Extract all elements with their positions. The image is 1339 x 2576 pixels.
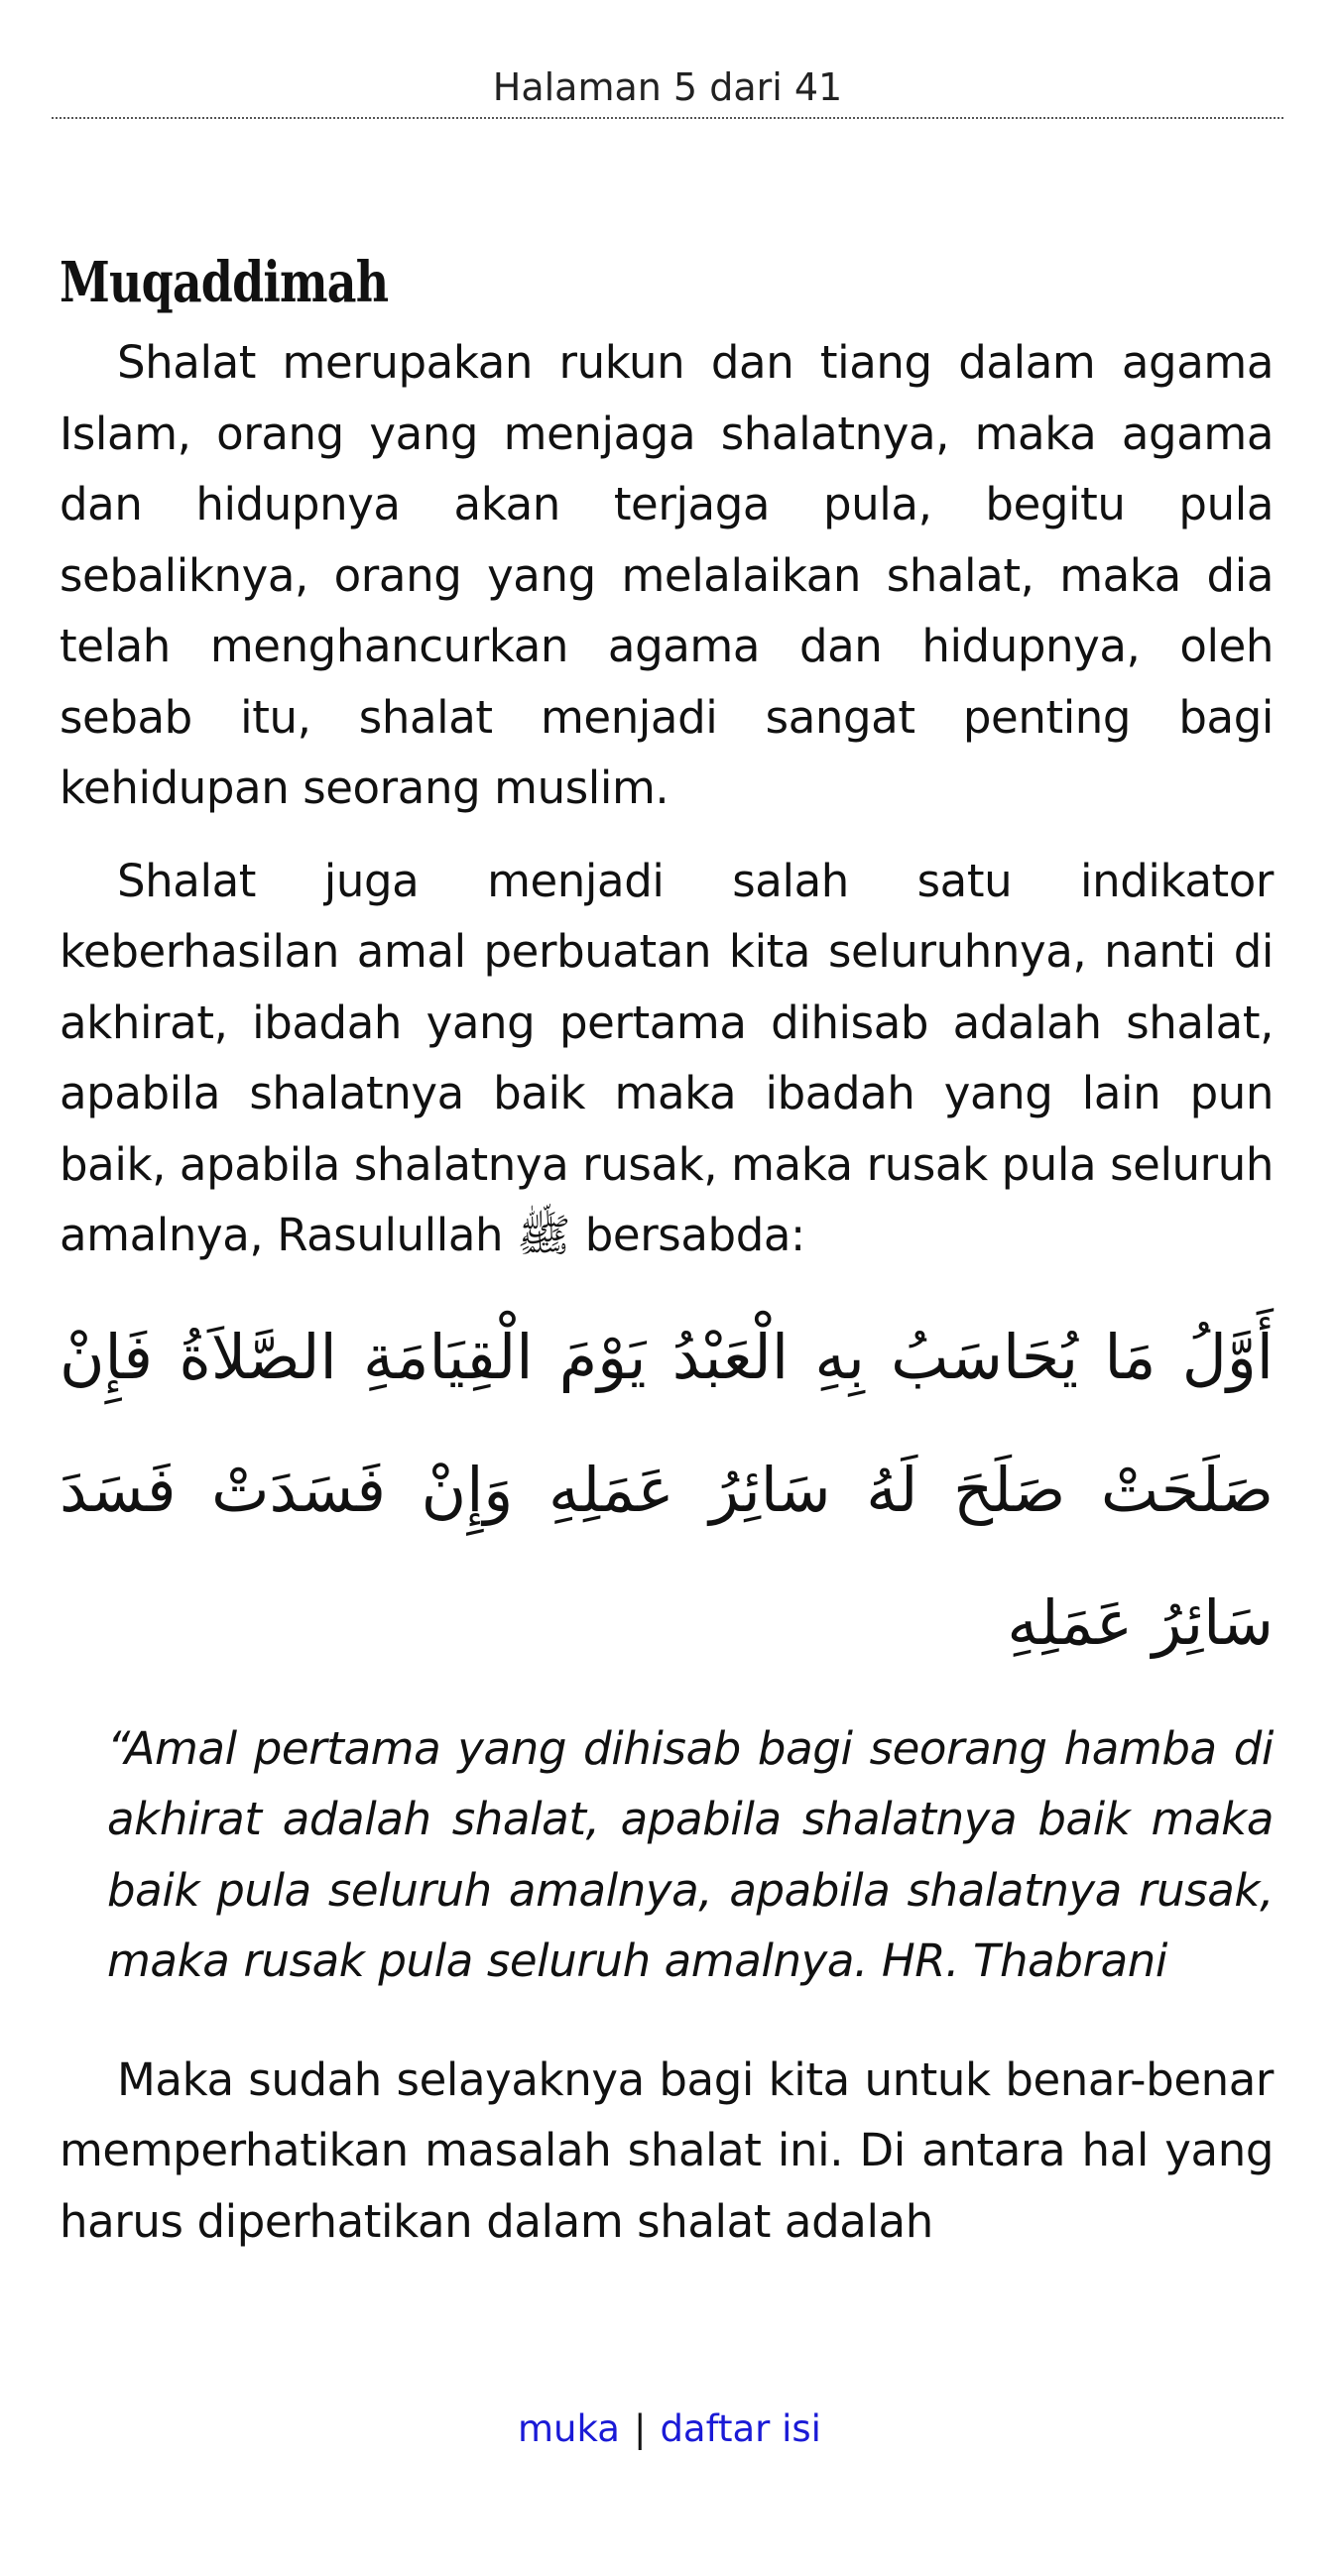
hadith-translation: “Amal pertama yang dihisab bagi seorang hamba di akhirat adalah shalat, apabila shalatnya baik maka baik pula seluruh amalnya, apabila shalatnya rusak, maka rusak pula seluruh amalnya. HR. Thabrani — [107, 1721, 1274, 1987]
table-of-contents-link[interactable]: daftar isi — [660, 2407, 821, 2450]
hadith-arabic-text: أَوَّلُ مَا يُحَاسَبُ بِهِ الْعَبْدُ يَوْمَ الْقِيَامَةِ الصَّلاَةُ فَإِنْ صَلَحَتْ صَلَحَ لَهُ سَائِرُ عَمَلِهِ وَإِنْ فَسَدَتْ فَسَدَ سَائِرُ عَمَلِهِ — [60, 1320, 1274, 1659]
paragraph-closing: Maka sudah selayaknya bagi kita untuk benar-benar memperhatikan masalah shalat ini. Di antara hal yang harus diperhatikan dalam shalat adalah — [60, 2052, 1274, 2248]
paragraph-intro: Shalat merupakan rukun dan tiang dalam agama Islam, orang yang menjaga shalatnya, maka agama dan hidupnya akan terjaga pula, begitu pula sebaliknya, orang yang melalaikan shalat, maka dia telah menghancurkan agama dan hidupnya, oleh sebab itu, shalat menjadi sangat penting bagi kehidupan seorang muslim. — [60, 336, 1274, 814]
footer-separator: | — [633, 2407, 647, 2450]
section-title: Muqaddimah — [60, 250, 389, 315]
footer-nav — [0, 2400, 1339, 2459]
page-number-header: Halaman 5 dari 41 — [52, 58, 1283, 119]
home-link[interactable]: muka — [518, 2407, 620, 2450]
paragraph-indicator: Shalat juga menjadi salah satu indikator keberhasilan amal perbuatan kita seluruhnya, nanti di akhirat, ibadah yang pertama dihisab adalah shalat, apabila shalatnya baik maka ibadah yang lain pun baik, apabila shalatnya rusak, maka rusak pula seluruh amalnya, Rasulullah ﷺ bersabda: — [60, 854, 1275, 1261]
page-content — [60, 238, 1274, 2257]
